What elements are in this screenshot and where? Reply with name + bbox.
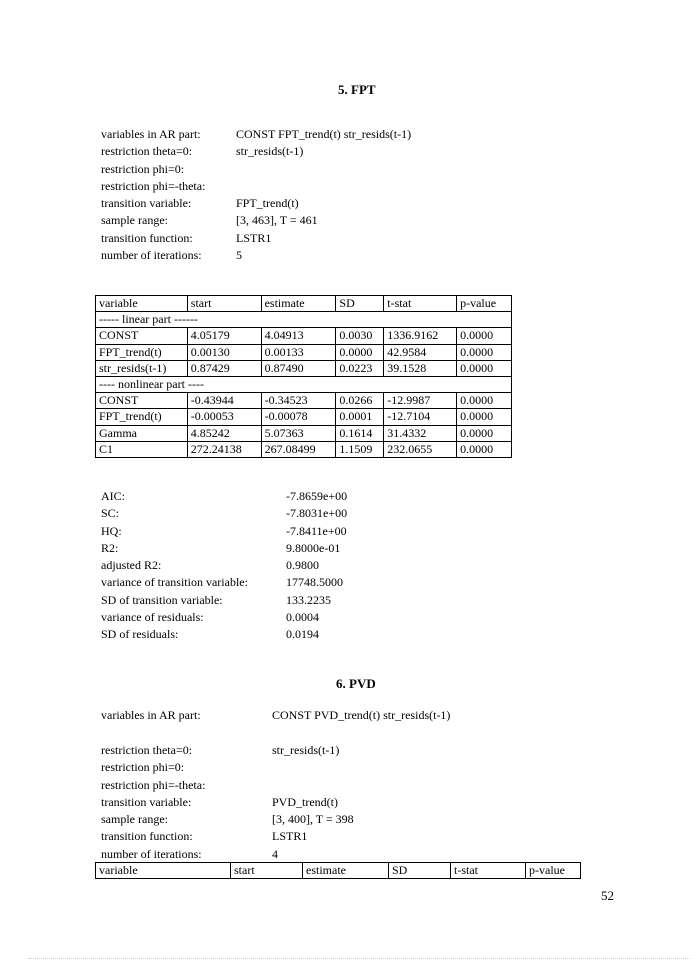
stat-label: SD of transition variable: (101, 592, 223, 607)
table-cell: 0.1614 (336, 425, 384, 441)
table-cell: FPT_trend(t) (96, 409, 188, 425)
table-cell: -12.9987 (384, 393, 457, 409)
stat-row (101, 488, 347, 505)
info-value: [3, 463], T = 461 (236, 213, 318, 228)
stat-row (101, 557, 347, 574)
table-row (96, 360, 512, 376)
table-cell: 0.0000 (457, 328, 512, 344)
info-label: sample range: (101, 812, 168, 827)
stat-row (101, 626, 347, 643)
stat-row (101, 574, 347, 591)
info-row (101, 143, 411, 160)
column-header: p-value (457, 296, 512, 312)
info-label: transition function: (101, 829, 193, 844)
info-value: LSTR1 (272, 829, 308, 844)
stat-value: -7.8411e+00 (286, 523, 347, 538)
column-header: estimate (303, 863, 389, 879)
table-row (96, 441, 512, 457)
table-cell: 0.87490 (261, 360, 336, 376)
stat-value: 17748.5000 (286, 575, 343, 590)
info-value: str_resids(t-1) (272, 743, 340, 757)
info-value: 4 (272, 846, 278, 861)
info-value: str_resids(t-1) (236, 144, 304, 159)
table-cell: 0.0001 (336, 409, 384, 425)
info-row (101, 742, 354, 759)
table-cell: 0.0030 (336, 328, 384, 344)
table-section-row (96, 312, 512, 328)
table-cell: 39.1528 (384, 360, 457, 376)
table-cell: 1336.9162 (384, 328, 457, 344)
table-cell: -0.00053 (187, 409, 261, 425)
nonlinear-part-label: ---- nonlinear part ---- (96, 376, 512, 392)
table-cell: FPT_trend(t) (96, 344, 188, 360)
info-row (101, 794, 354, 811)
stat-value: 9.8000e-01 (286, 540, 341, 555)
table-cell: 0.0000 (457, 393, 512, 409)
table-cell: 4.04913 (261, 328, 336, 344)
info-value: 5 (236, 248, 242, 263)
info-row (101, 195, 411, 212)
column-header: p-value (526, 863, 581, 879)
section-5-statistics (101, 488, 347, 644)
linear-part-label: ----- linear part ------ (96, 312, 512, 328)
info-label: restriction theta=0: (101, 144, 193, 159)
section-6-title: 6. PVD (336, 676, 376, 691)
column-header: variable (96, 296, 188, 312)
table-cell: 0.0000 (457, 344, 512, 360)
info-row (101, 212, 411, 229)
table-row (96, 344, 512, 360)
page-bottom-divider (28, 958, 690, 959)
table-row (96, 425, 512, 441)
info-label: restriction phi=-theta: (101, 777, 206, 792)
table-section-row (96, 376, 512, 392)
column-header: variable (96, 863, 231, 879)
info-label: restriction phi=0: (101, 760, 185, 775)
column-header: SD (336, 296, 384, 312)
info-value: FPT_trend(t) (236, 196, 299, 211)
info-value: PVD_trend(t) (272, 794, 338, 809)
table-cell: 0.0000 (336, 344, 384, 360)
info-row (101, 161, 411, 178)
info-row (101, 811, 354, 828)
info-row (101, 777, 354, 794)
stat-row (101, 523, 347, 540)
table-cell: C1 (96, 441, 188, 457)
stat-label: R2: (101, 540, 119, 555)
info-value: CONST PVD_trend(t) str_resids(t-1) (272, 708, 451, 722)
section-6-results-table (95, 862, 581, 879)
info-label: transition variable: (101, 196, 192, 211)
stat-value: -7.8659e+00 (286, 489, 348, 503)
stat-label: SC: (101, 506, 120, 521)
column-header: estimate (261, 296, 336, 312)
stat-label: HQ: (101, 523, 122, 538)
info-label: restriction phi=-theta: (101, 178, 206, 193)
table-header-row (96, 296, 512, 312)
info-row (101, 846, 354, 863)
info-label: variables in AR part: (101, 127, 201, 141)
info-row (101, 126, 411, 143)
section-6-ar-part (101, 707, 450, 724)
info-label: variables in AR part: (101, 708, 201, 722)
table-cell: 0.87429 (187, 360, 261, 376)
column-header: start (187, 296, 261, 312)
stat-value: 0.0194 (286, 627, 319, 642)
stat-label: AIC: (101, 489, 125, 503)
stat-value: -7.8031e+00 (286, 506, 348, 521)
section-6-info (101, 742, 354, 863)
stat-row (101, 609, 347, 626)
table-cell: -0.34523 (261, 393, 336, 409)
table-cell: 267.08499 (261, 441, 336, 457)
table-cell: 232.0655 (384, 441, 457, 457)
stat-label: variance of residuals: (101, 610, 204, 625)
table-cell: CONST (96, 393, 188, 409)
info-label: restriction phi=0: (101, 161, 185, 176)
stat-value: 133.2235 (286, 592, 331, 607)
section-5-results-table (95, 295, 512, 458)
stat-row (101, 540, 347, 557)
info-row (101, 759, 354, 776)
info-value: [3, 400], T = 398 (272, 812, 354, 827)
table-cell: 0.0000 (457, 409, 512, 425)
table-cell: 272.24138 (187, 441, 261, 457)
page-number: 52 (601, 888, 614, 903)
info-row (101, 707, 450, 724)
stat-row (101, 505, 347, 522)
stat-label: adjusted R2: (101, 558, 162, 573)
info-row (101, 247, 411, 264)
table-cell: 0.0000 (457, 441, 512, 457)
table-cell: CONST (96, 328, 188, 344)
column-header: start (231, 863, 303, 879)
info-label: number of iterations: (101, 248, 202, 263)
table-cell: 42.9584 (384, 344, 457, 360)
info-label: sample range: (101, 213, 168, 228)
info-label: transition function: (101, 230, 193, 245)
table-cell: 4.85242 (187, 425, 261, 441)
section-5-info (101, 126, 411, 264)
table-cell: 5.07363 (261, 425, 336, 441)
table-cell: 0.0266 (336, 393, 384, 409)
stat-label: variance of transition variable: (101, 575, 248, 590)
table-cell: 1.1509 (336, 441, 384, 457)
info-row (101, 178, 411, 195)
info-value: LSTR1 (236, 230, 272, 245)
info-label: transition variable: (101, 794, 192, 809)
info-label: restriction theta=0: (101, 743, 193, 757)
stat-label: SD of residuals: (101, 627, 179, 642)
stat-row (101, 592, 347, 609)
column-header: t-stat (384, 296, 457, 312)
table-cell: str_resids(t-1) (96, 360, 188, 376)
column-header: t-stat (451, 863, 526, 879)
column-header: SD (389, 863, 451, 879)
table-cell: 31.4332 (384, 425, 457, 441)
info-row (101, 230, 411, 247)
section-5-title: 5. FPT (338, 82, 376, 97)
table-cell: 4.05179 (187, 328, 261, 344)
stat-value: 0.9800 (286, 558, 319, 573)
stat-value: 0.0004 (286, 610, 319, 625)
table-cell: 0.00133 (261, 344, 336, 360)
table-cell: -0.00078 (261, 409, 336, 425)
table-cell: 0.0223 (336, 360, 384, 376)
info-row (101, 828, 354, 845)
table-cell: 0.00130 (187, 344, 261, 360)
table-row (96, 393, 512, 409)
table-row (96, 409, 512, 425)
table-row (96, 328, 512, 344)
table-cell: 0.0000 (457, 360, 512, 376)
table-cell: -12.7104 (384, 409, 457, 425)
table-header-row (96, 863, 581, 879)
table-cell: Gamma (96, 425, 188, 441)
table-cell: 0.0000 (457, 425, 512, 441)
info-value: CONST FPT_trend(t) str_resids(t-1) (236, 127, 412, 141)
table-cell: -0.43944 (187, 393, 261, 409)
info-label: number of iterations: (101, 846, 202, 861)
